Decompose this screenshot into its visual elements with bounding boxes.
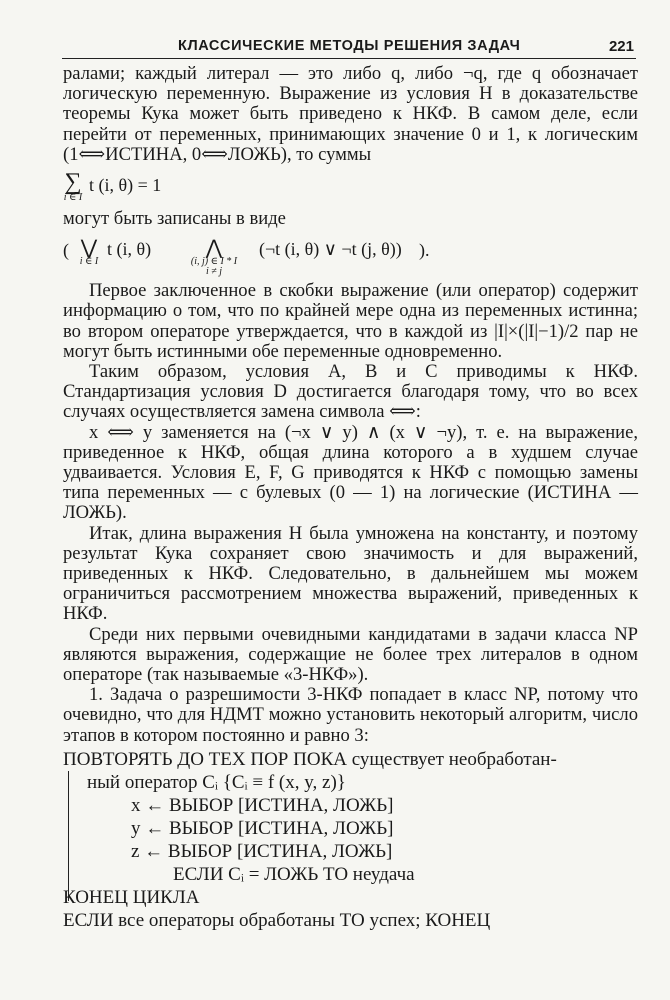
algorithm-line-5: z ← ВЫБОР [ИСТИНА, ЛОЖЬ] <box>131 840 393 862</box>
algorithm-line-2: ный оператор Cᵢ {Cᵢ ≡ f (x, y, z)} <box>87 771 346 793</box>
big-and-icon: ⋀ <box>205 237 223 260</box>
paragraph-6: Итак, длина выражения H была умножена на константу, и поэтому результат Кука сохраняет свою значимость и для выражений, приведенных к НКФ. Следовательно, в дальнейшем мы можем ограничиться рассмотрением множества выражений, приведенных к НКФ. <box>63 522 638 625</box>
sum-symbol: ∑ <box>64 169 82 196</box>
sum-symbol-block <box>63 171 83 203</box>
algorithm-line-1: ПОВТОРЯТЬ ДО ТЕХ ПОР ПОКА существует необработан- <box>63 748 557 770</box>
big-or-body: t (i, θ) <box>107 239 152 260</box>
algorithm-line-6: ЕСЛИ Cᵢ = ЛОЖЬ ТО неудача <box>173 863 415 885</box>
close-paren: ). <box>419 240 430 261</box>
paragraph-2: могут быть записаны в виде <box>63 208 286 230</box>
paragraph-4: Таким образом, условия A, B и C приводимы к НКФ. Стандартизация условия D достигается благодаря тому, что во всех случаях осуществляется замена символа ⟺: <box>63 361 638 423</box>
algorithm-line-3: x ← ВЫБОР [ИСТИНА, ЛОЖЬ] <box>131 794 394 816</box>
sum-formula <box>63 165 638 209</box>
big-and-index-1: (i, j) ∈ I * I <box>190 256 238 268</box>
open-paren: ( <box>63 240 69 261</box>
paragraph-5: x ⟺ y заменяется на (¬x ∨ y) ∧ (x ∨ ¬y), т. е. на выражение, приведенное к НКФ, общая длина которого a в худшем случае удваивается. Условия E, F, G приводятся к НКФ с помощью замены типа переменных — с булевых (0 — 1) на логические (ИСТИНА — ЛОЖЬ). <box>63 421 638 524</box>
algorithm-block <box>63 748 638 932</box>
sum-index: i ∈ I <box>63 192 83 204</box>
running-title: КЛАССИЧЕСКИЕ МЕТОДЫ РЕШЕНИЯ ЗАДАЧ <box>178 38 521 54</box>
page-header <box>0 38 670 62</box>
big-and-index-2: i ≠ j <box>205 266 223 278</box>
algorithm-line-8: ЕСЛИ все операторы обработаны ТО успех; КОНЕЦ <box>63 909 491 931</box>
algorithm-line-7: КОНЕЦ ЦИКЛА <box>63 886 200 908</box>
sum-body: t (i, θ) = 1 <box>89 175 162 196</box>
big-or-block <box>77 239 101 267</box>
paragraph-3: Первое заключенное в скобки выражение (или оператор) содержит информацию о том, что по крайней мере одна из переменных истинна; во втором операторе утверждается, что в каждой из |I|×(|I|−1)/2 пар не могут быть истинными обе переменные одновременно. <box>63 280 638 362</box>
big-or-index: i ∈ I <box>79 256 99 268</box>
big-or-icon: ⋁ <box>80 237 98 260</box>
loop-bracket <box>68 771 69 901</box>
page-body <box>63 64 638 932</box>
cnf-formula <box>63 229 638 281</box>
paragraph-1: ралами; каждый литерал — это либо q, либо ¬q, где q обозначает логическую переменную. Выражение из условия H в доказательстве теоремы Кука может быть приведено к НКФ. В самом деле, если перейти от переменных, принимающих значение 0 и 1, к логическим (1⟺ИСТИНА, 0⟺ЛОЖЬ), то суммы <box>63 63 638 165</box>
algorithm-line-4: y ← ВЫБОР [ИСТИНА, ЛОЖЬ] <box>131 817 394 839</box>
paragraph-8: 1. Задача о разрешимости 3-НКФ попадает в класс NP, потому что очевидно, что для НДМТ можно установить некоторый алгоритм, число этапов в котором постоянно и равно 3: <box>63 684 638 746</box>
paragraph-7: Среди них первыми очевидными кандидатами в задачи класса NP являются выражения, содержащие не более трех литералов в одном операторе (так называемые «3-НКФ»). <box>63 623 638 686</box>
header-rule <box>62 58 636 59</box>
big-and-body: (¬t (i, θ) ∨ ¬t (j, θ)) <box>259 239 402 260</box>
page-number: 221 <box>608 38 634 55</box>
big-and-block <box>175 239 253 277</box>
